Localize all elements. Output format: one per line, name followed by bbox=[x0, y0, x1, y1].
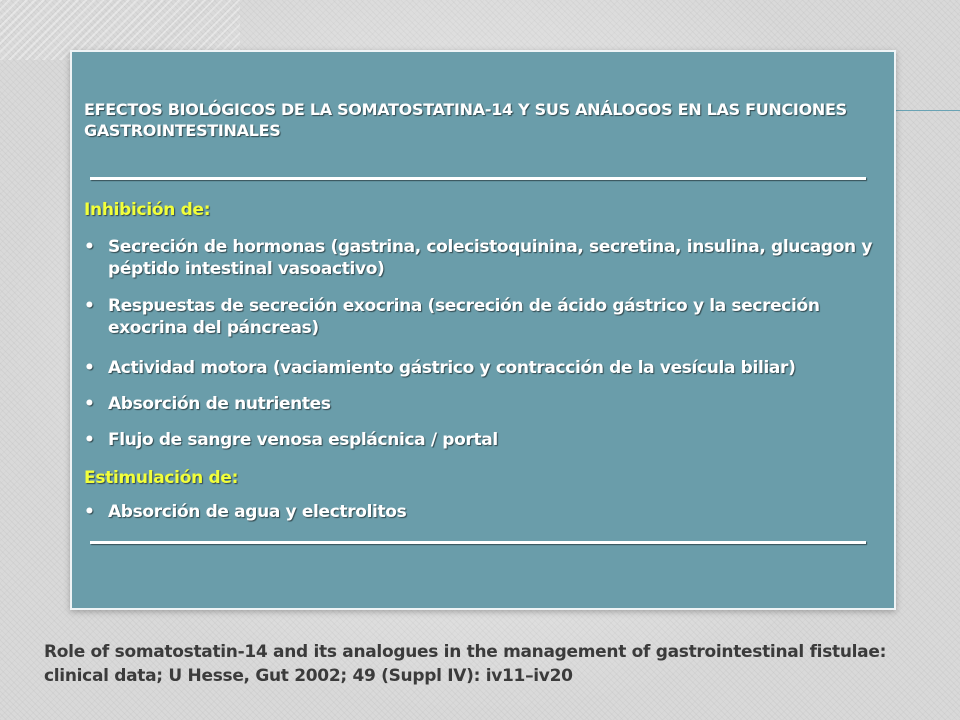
citation-text: Role of somatostatin-14 and its analogues in the management of gastrointestinal fistulae: clinical data; U Hesse, Gut 2002; 49 (Suppl IV): iv11–iv20 bbox=[44, 642, 887, 686]
list-item bbox=[84, 236, 890, 280]
list-item bbox=[84, 295, 890, 339]
inhibition-item-blood-flow: Flujo de sangre venosa esplácnica / portal bbox=[108, 430, 498, 450]
list-item bbox=[84, 357, 890, 379]
inhibition-item-exocrine: Respuestas de secreción exocrina (secreción de ácido gástrico y la secreción exocrina del páncreas) bbox=[108, 296, 820, 338]
inhibition-item-nutrients: Absorción de nutrientes bbox=[108, 394, 331, 414]
list-item bbox=[84, 501, 890, 523]
slide-heading: EFECTOS BIOLÓGICOS DE LA SOMATOSTATINA-14 Y SUS ANÁLOGOS EN LAS FUNCIONES GASTROINTESTINALES bbox=[84, 100, 847, 140]
decorative-line bbox=[895, 110, 960, 111]
inhibition-label: Inhibición de: bbox=[84, 200, 211, 220]
bullet-icon: • bbox=[84, 237, 95, 257]
top-divider bbox=[90, 177, 866, 180]
bottom-divider bbox=[90, 541, 866, 544]
bullet-icon: • bbox=[84, 296, 95, 316]
list-item bbox=[84, 429, 890, 451]
bullet-icon: • bbox=[84, 358, 95, 378]
inhibition-item-motor: Actividad motora (vaciamiento gástrico y contracción de la vesícula biliar) bbox=[108, 358, 796, 378]
bullet-icon: • bbox=[84, 394, 95, 414]
stimulation-label: Estimulación de: bbox=[84, 468, 239, 488]
stimulation-item-water: Absorción de agua y electrolitos bbox=[108, 502, 407, 522]
bullet-icon: • bbox=[84, 430, 95, 450]
inhibition-item-hormones: Secreción de hormonas (gastrina, colecistoquinina, secretina, insulina, glucagon y péptido intestinal vasoactivo) bbox=[108, 237, 873, 279]
bullet-icon: • bbox=[84, 502, 95, 522]
list-item bbox=[84, 393, 890, 415]
content-box bbox=[70, 50, 896, 610]
